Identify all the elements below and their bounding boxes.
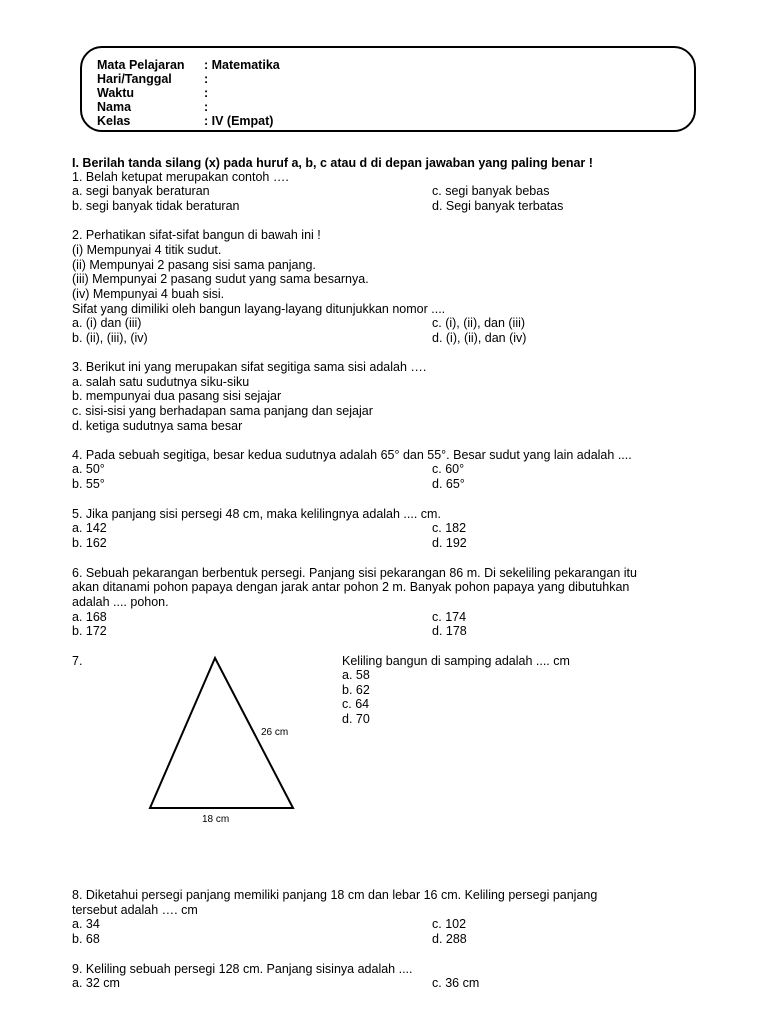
q7-option-d: d. 70	[342, 712, 370, 726]
q2-item-i: (i) Mempunyai 4 titik sudut.	[72, 243, 222, 257]
q1-option-b: b. segi banyak tidak beraturan	[72, 199, 240, 213]
q1-option-d: d. Segi banyak terbatas	[432, 199, 564, 213]
q3-option-b: b. mempunyai dua pasang sisi sejajar	[72, 389, 282, 403]
q8-option-a: a. 34	[72, 917, 100, 931]
time-label: Waktu	[97, 86, 135, 100]
q4-option-c: c. 60°	[432, 462, 465, 476]
q5-option-d: d. 192	[432, 536, 467, 550]
name-label: Nama	[97, 100, 132, 114]
q7-option-a: a. 58	[342, 668, 370, 682]
triangle-base-label: 18 cm	[202, 814, 230, 825]
header-box	[80, 46, 696, 132]
q3-option-d: d. ketiga sudutnya sama besar	[72, 419, 243, 433]
q6-option-a: a. 168	[72, 610, 107, 624]
q4-option-a: a. 50°	[72, 462, 105, 476]
q6-line-2: akan ditanami pohon papaya dengan jarak antar pohon 2 m. Banyak pohon papaya yang dibutuhkan	[72, 580, 630, 594]
q9-option-a: a. 32 cm	[72, 976, 120, 990]
name-value: :	[204, 100, 209, 114]
q5-option-c: c. 182	[432, 521, 467, 535]
instruction: I. Berilah tanda silang (x) pada huruf a, b, c atau d di depan jawaban yang paling benar !	[72, 156, 593, 170]
q4-option-d: d. 65°	[432, 477, 465, 491]
q8-option-d: d. 288	[432, 932, 467, 946]
q6-option-d: d. 178	[432, 624, 467, 638]
q6-line-3: adalah .... pohon.	[72, 595, 169, 609]
class-label: Kelas	[97, 114, 131, 128]
q4-text: 4. Pada sebuah segitiga, besar kedua sudutnya adalah 65° dan 55°. Besar sudut yang lain adalah ....	[72, 448, 632, 462]
q9-option-c: c. 36 cm	[432, 976, 480, 990]
date-value: :	[204, 72, 209, 86]
q2-option-d: d. (i), (ii), dan (iv)	[432, 331, 527, 345]
q2-option-a: a. (i) dan (iii)	[72, 316, 142, 330]
subject-label: Mata Pelajaran	[97, 58, 185, 72]
q5-option-a: a. 142	[72, 521, 107, 535]
q2-item-iii: (iii) Mempunyai 2 pasang sudut yang sama besarnya.	[72, 272, 369, 286]
q8-option-b: b. 68	[72, 932, 100, 946]
time-value: :	[204, 86, 209, 100]
q2-item-iv: (iv) Mempunyai 4 buah sisi.	[72, 287, 225, 301]
q2-option-b: b. (ii), (iii), (iv)	[72, 331, 148, 345]
q8-option-c: c. 102	[432, 917, 467, 931]
q5-option-b: b. 162	[72, 536, 107, 550]
q7-text: Keliling bangun di samping adalah .... cm	[342, 654, 570, 668]
q5-text: 5. Jika panjang sisi persegi 48 cm, maka kelilingnya adalah .... cm.	[72, 507, 441, 521]
q6-option-c: c. 174	[432, 610, 467, 624]
q9-text: 9. Keliling sebuah persegi 128 cm. Panjang sisinya adalah ....	[72, 962, 413, 976]
q7-option-c: c. 64	[342, 697, 370, 711]
q4-option-b: b. 55°	[72, 477, 105, 491]
date-label: Hari/Tanggal	[97, 72, 172, 86]
q1-text: 1. Belah ketupat merupakan contoh ….	[72, 170, 289, 184]
q2-question: Sifat yang dimiliki oleh bangun layang-layang ditunjukkan nomor ....	[72, 302, 446, 316]
q2-text: 2. Perhatikan sifat-sifat bangun di bawah ini !	[72, 228, 321, 242]
q1-option-c: c. segi banyak bebas	[432, 184, 550, 198]
q7-number: 7.	[72, 654, 83, 668]
q2-item-ii: (ii) Mempunyai 2 pasang sisi sama panjang.	[72, 258, 316, 272]
q7-option-b: b. 62	[342, 683, 370, 697]
triangle-side-label: 26 cm	[261, 727, 289, 738]
q6-line-1: 6. Sebuah pekarangan berbentuk persegi. Panjang sisi pekarangan 86 m. Di sekeliling pekarangan itu	[72, 566, 637, 580]
q3-option-a: a. salah satu sudutnya siku-siku	[72, 375, 250, 389]
q3-option-c: c. sisi-sisi yang berhadapan sama panjang dan sejajar	[72, 404, 373, 418]
q6-option-b: b. 172	[72, 624, 107, 638]
q3-text: 3. Berikut ini yang merupakan sifat segitiga sama sisi adalah ….	[72, 360, 427, 374]
q8-line-2: tersebut adalah …. cm	[72, 903, 198, 917]
subject-value: : Matematika	[204, 58, 280, 72]
q2-option-c: c. (i), (ii), dan (iii)	[432, 316, 526, 330]
q8-line-1: 8. Diketahui persegi panjang memiliki panjang 18 cm dan lebar 16 cm. Keliling persegi panjang	[72, 888, 598, 902]
q7-triangle-figure	[140, 652, 310, 832]
q1-option-a: a. segi banyak beraturan	[72, 184, 210, 198]
class-value: : IV (Empat)	[204, 114, 274, 128]
